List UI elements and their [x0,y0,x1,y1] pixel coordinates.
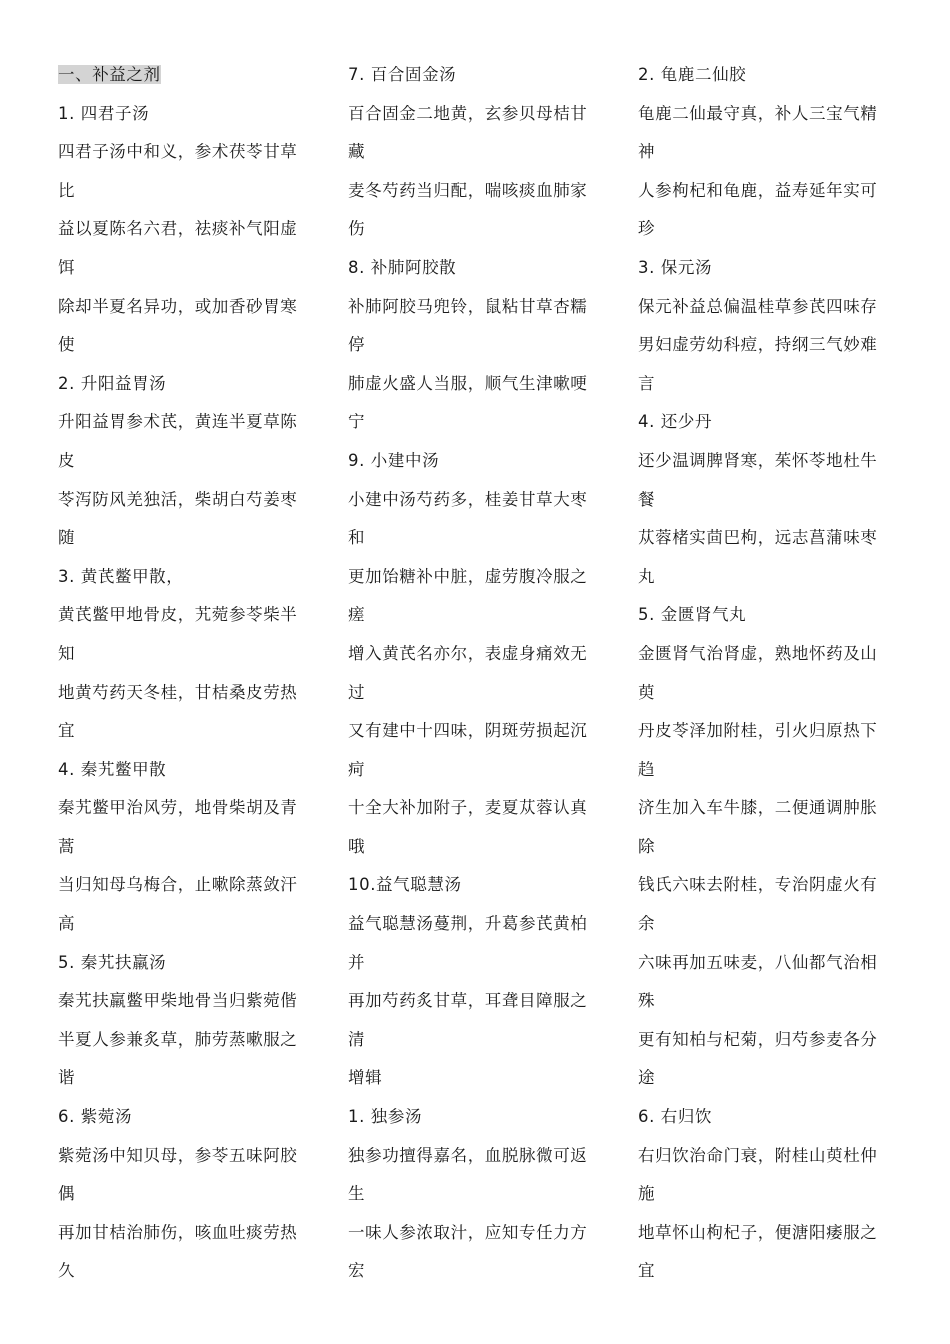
line-text: 皮 [58,450,76,470]
text-line [638,1175,900,1214]
line-text: 益气聪慧汤蔓荆，升葛参芪黄柏 [348,914,588,934]
line-text: 四君子汤中和义，参术茯苓甘草 [58,142,298,162]
line-text: 3. 黄芪鳖甲散， [58,566,184,586]
text-line [348,751,610,790]
line-text: 和 [348,528,366,548]
text-line [348,1059,610,1098]
text-line [58,365,320,404]
line-text: 余 [638,914,656,934]
text-line [638,172,900,211]
line-text: 还少温调脾肾寒，茱怀苓地杜牛 [638,450,878,470]
line-text: 随 [58,528,76,548]
line-text: 钱氏六味去附桂，专治阴虚火有 [638,875,878,895]
line-text: 生 [348,1184,366,1204]
line-text: 过 [348,682,366,702]
text-line [348,1175,610,1214]
text-line [638,596,900,635]
text-line [348,1137,610,1176]
line-text: 一味人参浓取汁，应知专任力方 [348,1222,588,1242]
line-text: 神 [638,142,656,162]
text-line [58,789,320,828]
text-line [348,944,610,983]
text-line [348,712,610,751]
line-text: 途 [638,1068,656,1088]
text-line [58,712,320,751]
text-line [638,751,900,790]
column-3 [638,56,900,1291]
text-line [638,95,900,134]
line-text: 偶 [58,1184,76,1204]
line-text: 人参枸杞和龟鹿，益寿延年实可 [638,180,878,200]
line-text: 男妇虚劳幼科痘，持纲三气妙难 [638,335,878,355]
text-line [348,210,610,249]
line-text: 百合固金二地黄，玄参贝母桔甘 [348,103,588,123]
text-line [638,1137,900,1176]
line-text: 紫菀汤中知贝母，参苓五味阿胶 [58,1145,298,1165]
text-line [58,1175,320,1214]
line-text: 秦艽鳖甲治风劳，地骨柴胡及青 [58,798,298,818]
line-text: 知 [58,643,76,663]
line-text: 再加芍药炙甘草，耳聋目障服之 [348,991,588,1011]
text-line [348,1021,610,1060]
text-line [58,751,320,790]
line-text: 保元补益总偏温桂草参芪四味存 [638,296,878,316]
line-text: 4. 还少丹 [638,412,713,432]
text-line [638,789,900,828]
text-line [348,56,610,95]
line-text: 伤 [348,219,366,239]
text-line [58,95,320,134]
text-line [58,674,320,713]
text-line [58,596,320,635]
line-text: 6. 右归饮 [638,1107,713,1127]
text-line [638,866,900,905]
line-text: 10.益气聪慧汤 [348,875,462,895]
text-line [638,326,900,365]
text-line [638,828,900,867]
text-line [58,905,320,944]
line-text: 饵 [58,257,76,277]
line-text: 济生加入车牛膝，二便通调肿胀 [638,798,878,818]
line-text: 除 [638,836,656,856]
line-text: 1. 四君子汤 [58,103,150,123]
text-line [638,635,900,674]
line-text: 藏 [348,142,366,162]
text-line [638,1098,900,1137]
text-line [348,365,610,404]
text-line [348,1214,610,1253]
line-text: 萸 [638,682,656,702]
text-line [58,288,320,327]
line-text: 使 [58,335,76,355]
text-line [58,982,320,1021]
line-text: 言 [638,373,656,393]
line-text: 苁蓉楮实茴巴枸，远志菖蒲味枣 [638,528,878,548]
line-text: 珍 [638,219,656,239]
line-text: 丸 [638,566,656,586]
text-line [58,172,320,211]
text-line [348,249,610,288]
line-text: 麦冬芍药当归配，喘咳痰血肺家 [348,180,588,200]
text-line [348,674,610,713]
text-line [638,712,900,751]
text-line [638,365,900,404]
line-text: 餐 [638,489,656,509]
text-line [638,558,900,597]
line-text: 独参功擅得嘉名，血脱脉微可返 [348,1145,588,1165]
line-text: 2. 龟鹿二仙胶 [638,65,747,84]
text-line [638,1021,900,1060]
line-text: 5. 金匮肾气丸 [638,605,747,625]
text-line [58,1214,320,1253]
line-text: 升阳益胃参术芪，黄连半夏草陈 [58,412,298,432]
text-line [348,982,610,1021]
line-text: 4. 秦艽鳖甲散 [58,759,167,779]
text-line [638,1059,900,1098]
line-text: 更加饴糖补中脏，虚劳腹冷服之 [348,566,588,586]
line-text: 趋 [638,759,656,779]
text-line [348,866,610,905]
text-line [638,210,900,249]
line-text: 7. 百合固金汤 [348,65,457,84]
line-text: 补肺阿胶马兜铃，鼠粘甘草杏糯 [348,296,588,316]
text-line [58,442,320,481]
line-text: 地草怀山枸杞子，便溏阳痿服之 [638,1222,878,1242]
text-line [638,1214,900,1253]
text-line [638,982,900,1021]
text-line [638,481,900,520]
line-text: 久 [58,1261,76,1281]
line-text: 停 [348,335,366,355]
section-heading: 一、补益之剂 [58,65,161,84]
line-text: 并 [348,952,366,972]
line-text: 殊 [638,991,656,1011]
text-line [58,866,320,905]
line-text: 增入黄芪名亦尔，表虚身痛效无 [348,643,588,663]
text-line [58,133,320,172]
text-line [638,944,900,983]
text-line [348,596,610,635]
line-text: 龟鹿二仙最守真，补人三宝气精 [638,103,878,123]
line-text: 1. 独参汤 [348,1107,423,1127]
text-line [348,326,610,365]
line-text: 金匮肾气治肾虚，熟地怀药及山 [638,643,878,663]
text-line [348,789,610,828]
line-text: 益以夏陈名六君，祛痰补气阳虚 [58,219,298,239]
line-text: 除却半夏名异功，或加香砂胃寒 [58,296,298,316]
text-line [348,288,610,327]
column-1 [58,56,320,1291]
line-text: 3. 保元汤 [638,257,713,277]
line-text: 右归饮治命门衰，附桂山萸杜仲 [638,1145,878,1165]
line-text: 小建中汤芍药多，桂姜甘草大枣 [348,489,588,509]
line-text: 宜 [638,1261,656,1281]
line-text: 秦艽扶羸鳖甲柴地骨当归紫菀偕 [58,991,298,1011]
line-text: 宜 [58,721,76,741]
text-line [58,635,320,674]
line-text: 疴 [348,759,366,779]
line-text: 半夏人参兼炙草，肺劳蒸嗽服之 [58,1029,298,1049]
line-text: 宏 [348,1261,366,1281]
line-text: 高 [58,914,76,934]
line-text: 蒿 [58,836,76,856]
text-line [58,481,320,520]
text-line [348,635,610,674]
line-text: 瘥 [348,605,366,625]
text-line [348,519,610,558]
line-text: 宁 [348,412,366,432]
line-text: 增辑 [348,1068,383,1088]
line-text: 更有知柏与杞菊，归芍参麦各分 [638,1029,878,1049]
text-line [348,905,610,944]
line-text: 六味再加五味麦，八仙都气治相 [638,952,878,972]
line-text: 当归知母乌梅合，止嗽除蒸敛汗 [58,875,298,895]
text-line [638,442,900,481]
line-text: 8. 补肺阿胶散 [348,257,457,277]
text-line [58,326,320,365]
line-text: 比 [58,180,76,200]
line-text: 6. 紫菀汤 [58,1107,133,1127]
text-line [348,133,610,172]
line-text: 9. 小建中汤 [348,450,440,470]
text-line [58,1098,320,1137]
line-text: 地黄芍药天冬桂，甘桔桑皮劳热 [58,682,298,702]
text-line [58,1252,320,1291]
text-line [638,249,900,288]
text-line [58,519,320,558]
text-line [58,403,320,442]
text-line [58,828,320,867]
line-text: 5. 秦艽扶羸汤 [58,952,167,972]
line-text: 又有建中十四味，阴斑劳损起沉 [348,721,588,741]
text-line [348,403,610,442]
text-line [348,1098,610,1137]
line-text: 丹皮苓泽加附桂，引火归原热下 [638,721,878,741]
line-text: 苓泻防风羌独活，柴胡白芍姜枣 [58,489,298,509]
text-line [638,403,900,442]
line-text: 施 [638,1184,656,1204]
text-line [638,519,900,558]
text-line [58,1059,320,1098]
text-line [638,674,900,713]
text-line [348,1252,610,1291]
text-line [58,210,320,249]
text-line [58,56,320,95]
line-text: 2. 升阳益胃汤 [58,373,167,393]
text-line [348,172,610,211]
column-2 [348,56,610,1291]
text-line [348,558,610,597]
text-line [58,1021,320,1060]
text-line [58,558,320,597]
text-line [638,905,900,944]
line-text: 再加甘桔治肺伤，咳血吐痰劳热 [58,1222,298,1242]
line-text: 哦 [348,836,366,856]
text-line [638,56,900,95]
text-line [58,944,320,983]
text-line [58,249,320,288]
text-line [348,95,610,134]
text-line [348,481,610,520]
line-text: 黄芪鳖甲地骨皮，艽菀参苓柴半 [58,605,298,625]
text-line [348,442,610,481]
text-line [638,1252,900,1291]
line-text: 清 [348,1029,366,1049]
line-text: 肺虚火盛人当服，顺气生津嗽哽 [348,373,588,393]
text-line [348,828,610,867]
line-text: 十全大补加附子，麦夏苁蓉认真 [348,798,588,818]
line-text: 谐 [58,1068,76,1088]
text-line [58,1137,320,1176]
text-line [638,133,900,172]
text-line [638,288,900,327]
